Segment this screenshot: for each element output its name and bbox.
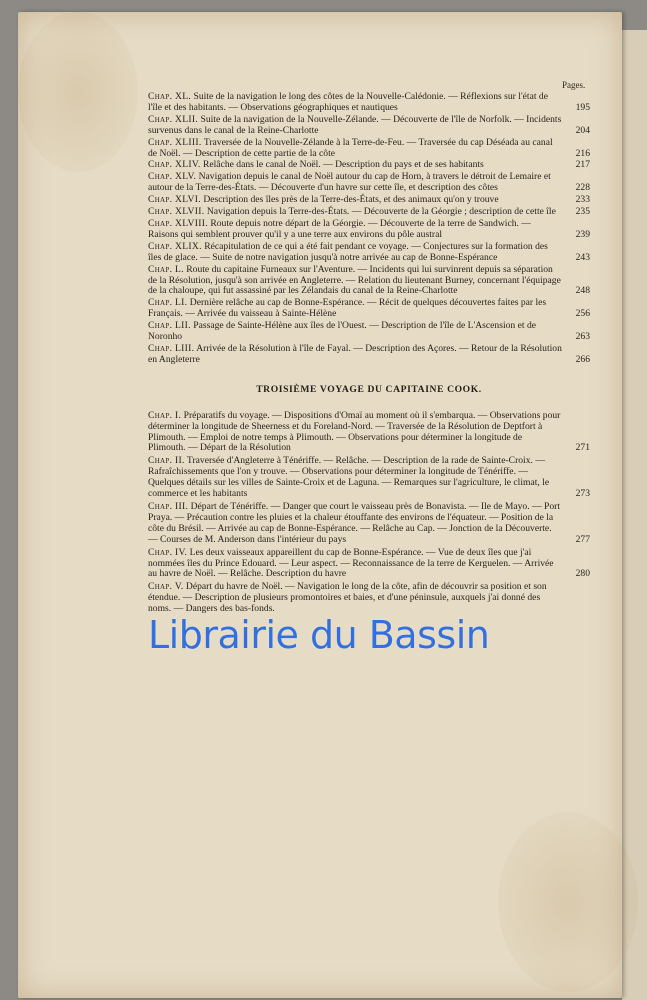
toc-entry: [148, 115, 590, 137]
toc-entry: [148, 298, 590, 320]
page-number: 248: [575, 285, 590, 297]
chapter-summary: Route du capitaine Furneaux sur l'Aventure. — Incidents qui lui survinrent depuis sa séparation de la Résolution, jusqu'à son arrivée en Angleterre. — Relation du lieutenant Burney, concernant l'équipage de la chaloupe, qui fut assassiné par les Zélandais du canal de la Reine-Charlotte: [148, 263, 561, 297]
chapter-summary: Arrivée de la Résolution à l'île de Fayal. — Description des Açores. — Retour de la Résolution en Angleterre: [148, 342, 562, 365]
chapter-number: Chap. V.: [148, 581, 184, 593]
toc-entry: [148, 195, 590, 206]
chapter-summary: Description des îles près de la Terre-des-États, et des animaux qu'on y trouve: [203, 194, 499, 206]
chapter-summary: Passage de Sainte-Hélène aux îles de l'Ouest. — Description de l'île de L'Ascension et de Noronho: [148, 320, 536, 343]
page-number: 277: [575, 533, 590, 545]
chapter-number: Chap. III.: [148, 501, 189, 512]
chapter-number: Chap. XLIV.: [148, 159, 201, 171]
toc-entry: [148, 344, 590, 366]
toc-entry: [148, 502, 590, 546]
chapter-summary: Navigation depuis la Terre-des-États. — Découverte de la Géorgie ; description de cette île: [206, 206, 556, 218]
chapter-summary: Traversée d'Angleterre à Ténériffe. — Relâche. — Description de la rade de Sainte-Croix. — Rafraîchissements que l'on y trouve. — Observations pour déterminer la longitude de Ténériffe. — Quelques détails sur les villes de Sainte-Croix et de Laguna. — Remarques sur l'agriculture, le climat, le commerce et les habitants: [148, 455, 550, 500]
toc-entry: [148, 548, 590, 581]
toc-entry: [148, 219, 590, 241]
chapter-number: Chap. XLII.: [148, 113, 199, 125]
chapter-number: Chap. II.: [148, 455, 185, 467]
page-number: 235: [575, 206, 590, 218]
chapter-number: Chap. LIII.: [148, 342, 195, 354]
chapter-summary: Suite de la navigation le long des côtes de la Nouvelle-Calédonie. — Réflexions sur l'état de l'île et des habitants. — Observations géographiques et nautiques: [148, 91, 548, 113]
next-page-edge: [622, 30, 647, 1000]
toc-entry: [148, 321, 590, 343]
page-number: 204: [575, 124, 590, 136]
pages-column-label: Pages.: [562, 80, 586, 90]
page-number: 217: [575, 159, 590, 171]
page-number: 280: [575, 568, 590, 580]
page-number: 266: [575, 353, 590, 365]
page-number: 228: [575, 182, 590, 194]
chapter-number: Chap. IV.: [148, 546, 188, 558]
toc-entry: [148, 265, 590, 298]
page-number: 233: [575, 194, 590, 206]
chapter-summary: Préparatifs du voyage. — Dispositions d'Omaï au moment où il s'embarqua. — Observations pour déterminer la longitude de Sheerness et du Foreland-Nord. — Traversée de la Résolution de Deptfort à Plimouth. — Emploi de notre temps à Plimouth. — Observations pour déterminer la longitude de Plimouth. — Départ de la Résolution: [148, 409, 561, 454]
toc-part-two: [148, 411, 590, 615]
chapter-number: Chap. XLV.: [148, 171, 197, 183]
toc-entry: [148, 172, 590, 194]
watermark-text: Librairie du Bassin: [148, 613, 490, 657]
toc-entry: [148, 160, 590, 171]
toc-entry: [148, 582, 590, 615]
chapter-summary: Suite de la navigation de la Nouvelle-Zélande. — Découverte de l'île de Norfolk. — Incidents survenus dans le canal de la Reine-Charlotte: [148, 113, 562, 136]
chapter-summary: Les deux vaisseaux appareillent du cap de Bonne-Espérance. — Vue de deux îles que j'ai nommées îles du Prince Edouard. — Leur aspect. — Reconnaissance de la terre de Kerguelen. — Arrivée au havre de Noël. — Relâche. Description du havre: [148, 546, 554, 580]
chapter-number: Chap. XLIX.: [148, 240, 202, 252]
page-number: 243: [575, 251, 590, 263]
chapter-number: Chap. LII.: [148, 320, 191, 332]
chapter-number: Chap. XLVIII.: [148, 217, 208, 229]
toc-entry: [148, 456, 590, 500]
page-number: 256: [575, 308, 590, 320]
toc-entry: [148, 92, 590, 114]
toc-entry: [148, 207, 590, 218]
chapter-number: Chap. L.: [148, 263, 184, 275]
chapter-summary: Départ du havre de Noël. — Navigation le long de la côte, afin de découvrir sa position et son étendue. — Description de plusieurs promontoires et baies, et d'une péninsule, auxquels j'ai donné des noms. — Dangers des bas-fonds.: [148, 581, 547, 615]
chapter-summary: Relâche dans le canal de Noël. — Description du pays et de ses habitants: [202, 159, 484, 171]
page-number: 195: [575, 101, 590, 113]
chapter-summary: Navigation depuis le canal de Noël autour du cap de Horn, à travers le détroit de Lemaire et autour de la Terre-des-États. — Découverte d'un havre sur cette île, et description des côtes: [148, 171, 551, 194]
toc-entry: [148, 411, 590, 455]
toc-entry: [148, 242, 590, 264]
chapter-number: Chap. XL.: [148, 91, 192, 102]
section-title: TROISIÈME VOYAGE DU CAPITAINE COOK.: [256, 383, 482, 395]
page-number: 239: [575, 228, 590, 240]
chapter-summary: Route depuis notre départ de la Géorgie. — Découverte de la terre de Sandwich. — Raisons qui semblent prouver qu'il y a une terre aux environs du pôle austral: [148, 217, 531, 240]
chapter-summary: Dernière relâche au cap de Bonne-Espérance. — Récit de quelques découvertes faites par les Français. — Arrivée du vaisseau à Sainte-Hélène: [148, 297, 547, 320]
chapter-number: Chap. I.: [148, 409, 182, 421]
toc-entry: [148, 138, 590, 160]
chapter-number: Chap. XLVI.: [148, 194, 201, 206]
page-number: 263: [575, 331, 590, 343]
page-number: 216: [575, 147, 590, 159]
page-number: 273: [575, 488, 590, 500]
page-number: 271: [575, 442, 590, 454]
table-of-contents: [148, 92, 590, 617]
chapter-number: Chap. XLIII.: [148, 136, 202, 148]
chapter-summary: Récapitulation de ce qui a été fait pendant ce voyage. — Conjectures sur la formation des îles de glace. — Suite de notre navigation jusqu'à notre arrivée au cap de Bonne-Espérance: [148, 240, 548, 263]
chapter-number: Chap. LI.: [148, 297, 188, 309]
toc-part-one: [148, 92, 590, 366]
chapter-number: Chap. XLVII.: [148, 206, 205, 218]
chapter-summary: Traversée de la Nouvelle-Zélande à la Terre-de-Feu. — Traversée du cap Déséada au canal de Noël. — Description de cette partie de la côte: [148, 136, 553, 159]
chapter-summary: Départ de Ténériffe. — Danger que court le vaisseau près de Bonavista. — Ile de Mayo. — Port Praya. — Précaution contre les pluies et la chaleur étouffante des environs de l'équateur. — Position de la côte du Brésil. — Arrivée au cap de Bonne-Espérance. — Relâche au Cap. — Jonction de la Découverte. — Courses de M. Anderson dans l'intérieur du pays: [148, 501, 561, 545]
